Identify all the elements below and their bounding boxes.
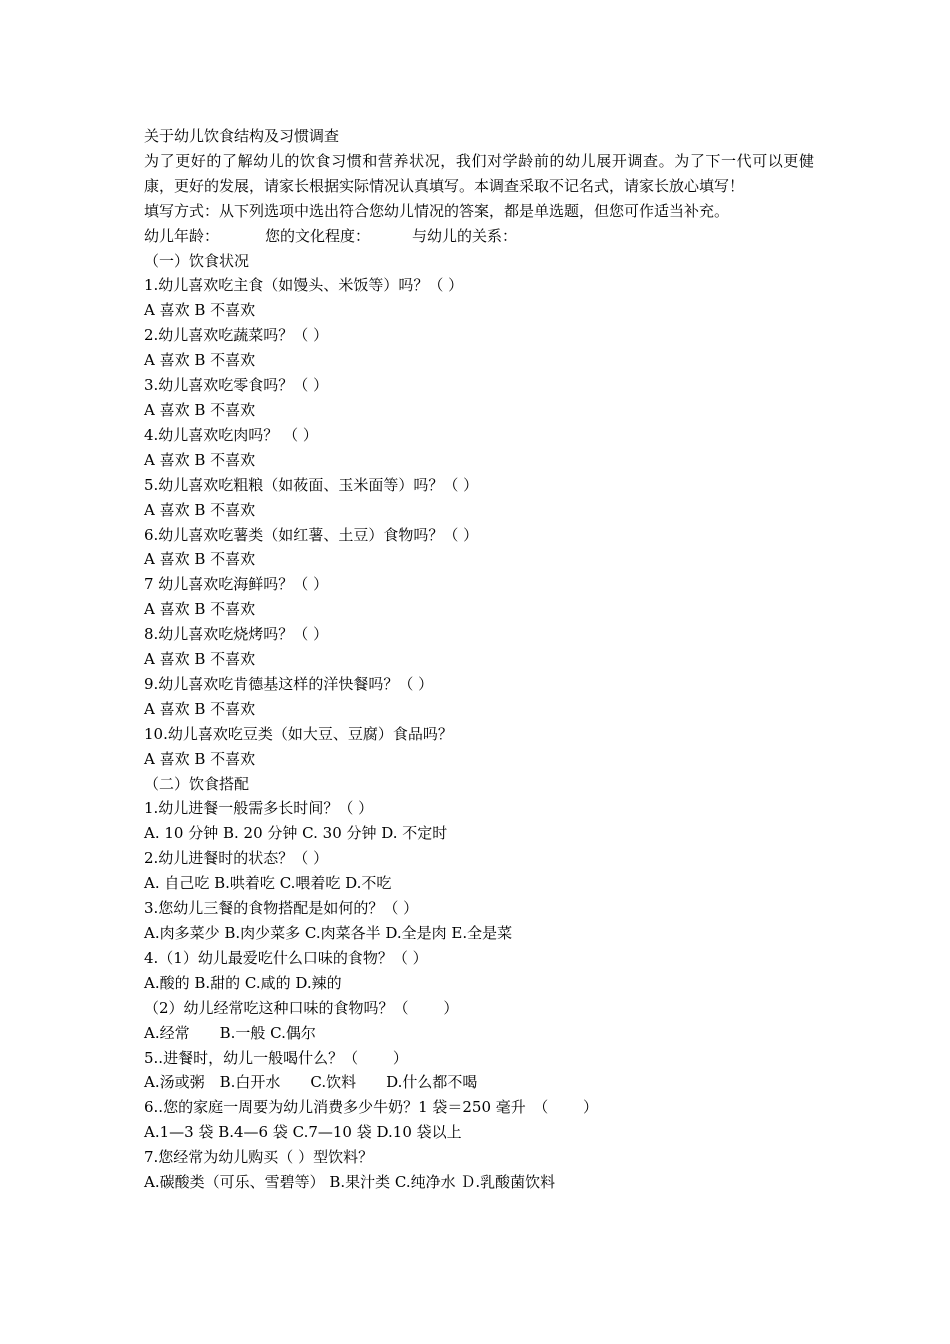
question-6: 6.幼儿喜欢吃薯类（如红薯、土豆）食物吗？（ ） [144, 525, 479, 544]
question-9: 9.幼儿喜欢吃肯德基这样的洋快餐吗？（ ） [144, 674, 434, 693]
answer-options-2: A 喜欢 B 不喜欢 [144, 351, 256, 370]
section2-options-6: A.1—3 袋 B.4—6 袋 C.7—10 袋 D.10 袋以上 [144, 1123, 462, 1142]
instructions-text: 填写方式：从下列选项中选出符合您幼儿情况的答案，都是单选题，但您可作适当补充。 [144, 201, 730, 220]
question-10: 10.幼儿喜欢吃豆类（如大豆、豆腐）食品吗？ [144, 724, 453, 743]
document-title: 关于幼儿饮食结构及习惯调查 [144, 127, 340, 145]
section1-heading: （一）饮食状况 [144, 251, 250, 270]
section2-question-4-2: （2）幼儿经常吃这种口味的食物吗？（ ） [144, 998, 459, 1017]
question-8: 8.幼儿喜欢吃烧烤吗？（ ） [144, 625, 329, 644]
answer-options-5: A 喜欢 B 不喜欢 [144, 500, 256, 519]
section2-question-6: 6..您的家庭一周要为幼儿消费多少牛奶？1 袋＝250 毫升 （ ） [144, 1098, 599, 1117]
answer-options-9: A 喜欢 B 不喜欢 [144, 699, 256, 718]
section2-options-2: A. 自己吃 B.哄着吃 C.喂着吃 D.不吃 [144, 874, 392, 893]
answer-options-10: A 喜欢 B 不喜欢 [144, 749, 256, 768]
question-5: 5.幼儿喜欢吃粗粮（如莜面、玉米面等）吗？（ ） [144, 475, 479, 494]
section2-question-1: 1.幼儿进餐一般需多长时间？（ ） [144, 799, 374, 818]
question-2: 2.幼儿喜欢吃蔬菜吗？（ ） [144, 326, 329, 345]
question-3: 3.幼儿喜欢吃零食吗？（ ） [144, 376, 329, 395]
intro-paragraph: 为了更好的了解幼儿的饮食习惯和营养状况，我们对学龄前的幼儿展开调查。为了下一代可以更健康，更好的发展，请家长根据实际情况认真填写。本调查采取不记名式，请家长放心填写！ [144, 151, 814, 195]
answer-options-1: A 喜欢 B 不喜欢 [144, 301, 256, 320]
section2-options-7: A.碳酸类（可乐、雪碧等） B.果汁类 C.纯净水 Ｄ.乳酸菌饮料 [144, 1173, 556, 1192]
age-field-label: 幼儿年龄： [144, 226, 220, 245]
answer-options-4: A 喜欢 B 不喜欢 [144, 450, 256, 469]
section2-question-7: 7.您经常为幼儿购买（ ）型饮料？ [144, 1148, 374, 1167]
section2-question-3: 3.您幼儿三餐的食物搭配是如何的？（ ） [144, 899, 419, 918]
document-page [144, 124, 814, 1195]
answer-options-8: A 喜欢 B 不喜欢 [144, 650, 256, 669]
answer-options-6: A 喜欢 B 不喜欢 [144, 550, 256, 569]
question-1: 1.幼儿喜欢吃主食（如馒头、米饭等）吗？（ ） [144, 276, 464, 295]
section2-question-4-1: 4.（1）幼儿最爱吃什么口味的食物？（ ） [144, 948, 428, 967]
section2-question-5: 5..进餐时，幼儿一般喝什么？（ ） [144, 1048, 408, 1067]
education-field-label: 您的文化程度： [265, 226, 371, 245]
question-7: 7 幼儿喜欢吃海鲜吗？（ ） [144, 575, 329, 594]
answer-options-7: A 喜欢 B 不喜欢 [144, 600, 256, 619]
section2-question-2: 2.幼儿进餐时的状态？（ ） [144, 849, 329, 868]
relation-field-label: 与幼儿的关系： [412, 226, 518, 245]
section2-options-1: A. 10 分钟 B. 20 分钟 C. 30 分钟 D. 不定时 [144, 824, 448, 843]
answer-options-3: A 喜欢 B 不喜欢 [144, 400, 256, 419]
section2-options-5: A.汤或粥 B.白开水 C.饮料 D.什么都不喝 [144, 1073, 478, 1092]
section2-heading: （二）饮食搭配 [144, 774, 250, 793]
section2-options-4-2: A.经常 B.一般 C.偶尔 [144, 1023, 316, 1042]
section2-options-4-1: A.酸的 B.甜的 C.咸的 D.辣的 [144, 973, 342, 992]
section2-options-3: A.肉多菜少 B.肉少菜多 C.肉菜各半 D.全是肉 E.全是菜 [144, 924, 513, 942]
info-fields-row [144, 224, 814, 249]
question-4: 4.幼儿喜欢吃肉吗？ （ ） [144, 425, 318, 444]
